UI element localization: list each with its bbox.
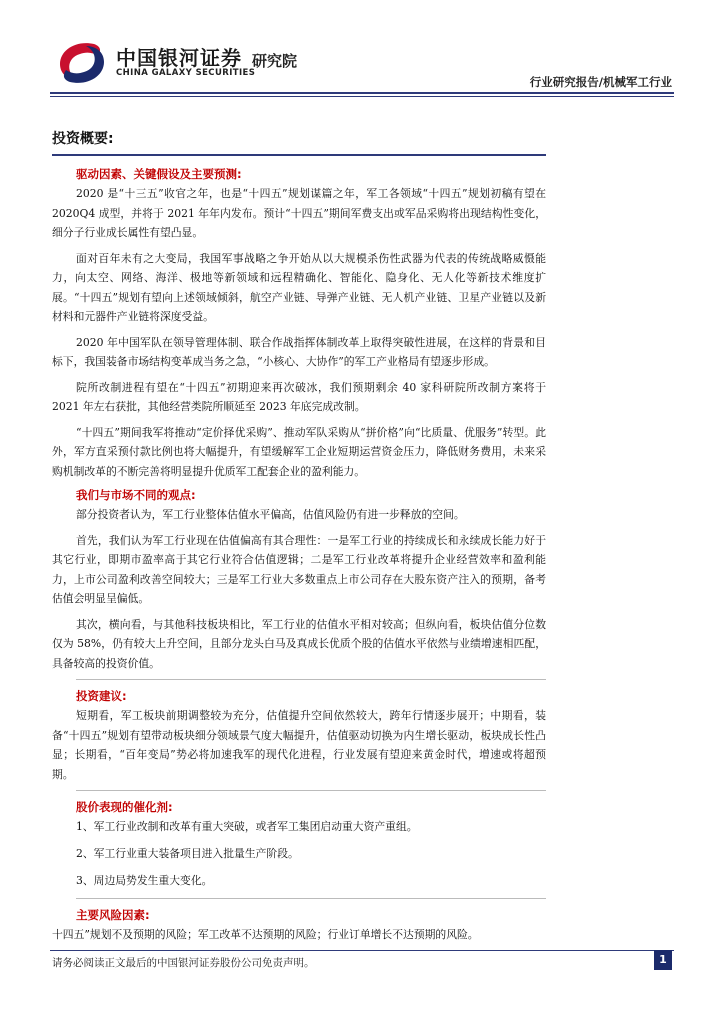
page-header — [0, 0, 724, 100]
catalyst-item: 3、周边局势发生重大变化。 — [76, 874, 213, 887]
risks-heading: 主要风险因素: — [76, 898, 546, 923]
drivers-paragraph: 面对百年未有之大变局，我国军事战略之争开始从以大规模杀伤性武器为代表的传统战略威慑能力，向太空、网络、海洋、极地等新领域和远程精确化、智能化、隐身化、无人化等新技术维度扩展。“十四五”规划有望向上述领域倾斜，航空产业链、导弹产业链、无人机产业链、卫星产业链以及新材料和元器件产业链将深度受益。 — [52, 251, 546, 323]
brand-name-cn: 中国银河证券 — [116, 46, 242, 70]
drivers-paragraph: “十四五”期间我军将推动“定价择优采购”、推动军队采购从“拼价格”向“比质量、优服务”转型。此外，军方直采预付款比例也将大幅提升，有望缓解军工企业短期运营资金压力，降低财务费用，未来采购机制改革的不断完善将明显提升优质军工配套企业的盈利能力。 — [52, 425, 546, 478]
advice-heading: 投资建议: — [76, 679, 546, 704]
views-heading: 我们与市场不同的观点: — [76, 488, 196, 502]
advice-paragraph: 短期看，军工板块前期调整较为充分，估值提升空间依然较大，跨年行情逐步展开；中期看，装备“十四五”规划有望带动板块细分领域景气度大幅提升，估值驱动切换为内生增长驱动，板块成长性凸显；长期看，“百年变局”势必将加速我军的现代化进程，行业发展有望迎来黄金时代，增速或将超预期。 — [52, 709, 546, 781]
risks-text: 十四五”规划不及预期的风险；军工改革不达预期的风险；行业订单增长不达预期的风险。 — [52, 928, 479, 941]
galaxy-logo-icon — [54, 40, 110, 86]
brand-name-en: CHINA GALAXY SECURITIES — [116, 68, 256, 78]
section-title: 投资概要: — [52, 128, 546, 156]
institute-label: 研究院 — [252, 52, 298, 70]
drivers-paragraph: 院所改制进程有望在“十四五”初期迎来再次破冰，我们预期剩余 40 家科研院所改制方案将于 2021 年左右获批，其他经营类院所顺延至 2023 年底完成改制。 — [52, 380, 546, 413]
footer-disclaimer: 请务必阅读正文最后的中国银河证券股份公司免责声明。 — [52, 957, 315, 969]
catalyst-item: 2、军工行业重大装备项目进入批量生产阶段。 — [76, 847, 299, 860]
report-body — [52, 128, 546, 951]
header-divider — [50, 92, 674, 94]
drivers-paragraph: 2020 年中国军队在领导管理体制、联合作战指挥体制改革上取得突破性进展，在这样的背景和目标下，我国装备市场结构变革成当务之急，“小核心、大协作”的军工产业格局有望逐步形成。 — [52, 335, 546, 368]
views-paragraph: 首先，我们认为军工行业现在估值偏高有其合理性：一是军工行业的持续成长和永续成长能力好于其它行业，即期市盈率高于其它行业符合估值逻辑；二是军工行业改革将提升企业经营效率和盈利能力，上市公司盈利改善空间较大；三是军工行业大多数重点上市公司存在大股东资产注入的预期，备考估值会明显呈偏低。 — [52, 533, 546, 605]
report-type: 行业研究报告/机械军工行业 — [529, 75, 672, 89]
header-divider-thin — [50, 96, 674, 97]
footer-divider — [50, 950, 674, 951]
drivers-paragraph: 2020 是“十三五”收官之年，也是“十四五”规划谋篇之年，军工各领域“十四五”规划初稿有望在 2020Q4 成型，并将于 2021 年年内发布。预计“十四五”期间军费支出或军品采购将出现结构性变化，细分子行业成长属性有望凸显。 — [52, 187, 546, 239]
drivers-heading: 驱动因素、关键假设及主要预测: — [76, 167, 242, 181]
catalyst-item: 1、军工行业改制和改革有重大突破，或者军工集团启动重大资产重组。 — [76, 820, 418, 833]
views-paragraph: 其次，横向看，与其他科技板块相比，军工行业的估值水平相对较高；但纵向看，板块估值分位数仅为 58%，仍有较大上升空间，且部分龙头白马及真成长优质个股的估值水平依然与业绩增速相匹配，具备较高的投资价值。 — [52, 617, 546, 670]
catalysts-heading: 股价表现的催化剂: — [76, 790, 546, 815]
views-paragraph: 部分投资者认为，军工行业整体估值水平偏高，估值风险仍有进一步释放的空间。 — [76, 508, 465, 521]
page-number: 1 — [654, 950, 672, 970]
